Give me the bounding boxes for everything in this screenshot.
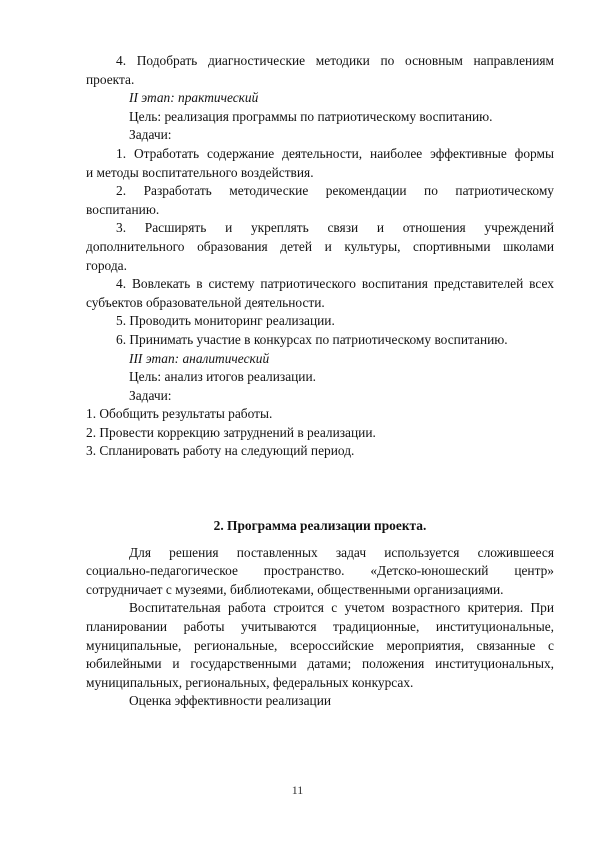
section2-para2-line3: муниципальные, региональные, всероссийские мероприятия, связанные с [86,637,554,653]
section2-para1-line3: сотрудничает с музеями, библиотеками, общественными организациями. [86,581,504,597]
stage2-task5: 5. Проводить мониторинг реализации. [116,313,335,329]
stage3-task1: 1. Обобщить результаты работы. [86,406,273,422]
stage2-goal: Цель: реализация программы по патриотическому воспитанию. [129,108,493,124]
section2-para2-line2: планировании работы учитываются традиционные, институциональные, [86,619,554,635]
section2-heading: 2. Программа реализации проекта. [213,518,427,534]
section-spacer [86,461,554,517]
stage2-task2-line1: 2. Разработать методические рекомендации по патриотическому [116,183,554,199]
section2-para1-line1: Для решения поставленных задач используется сложившееся [129,544,554,560]
stage2-task4-line1: 4. Вовлекать в систему патриотического воспитания представителей всех [116,276,554,292]
section2-para3: Оценка эффективности реализации [129,693,332,709]
stage2-title: II этап: практический [129,90,259,106]
stage2-task3-line3: города. [86,257,127,273]
section2-para2-line1: Воспитательная работа строится с учетом возрастного критерия. При [129,600,554,616]
document-page [86,52,554,711]
section2-para1-line2: социально-педагогическое пространство. «Детско-юношеский центр» [86,563,554,579]
stage2-task2-line2: воспитанию. [86,201,160,217]
stage2-task6: 6. Принимать участие в конкурсах по патриотическому воспитанию. [116,331,508,347]
stage2-task4-line2: субъектов образовательной деятельности. [86,294,325,310]
stage3-task3: 3. Спланировать работу на следующий период. [86,443,355,459]
stage2-task1-line2: и методы воспитательного воздействия. [86,164,314,180]
stage2-tasks-label: Задачи: [129,127,172,143]
stage3-task2: 2. Провести коррекцию затруднений в реализации. [86,424,376,440]
stage3-title: III этап: аналитический [129,350,270,366]
heading-spacer [86,536,554,544]
page-number: 11 [291,783,304,797]
stage3-tasks-label: Задачи: [129,387,172,403]
section2-para2-line4: юбилейными и государственными датами; положения институциональных, [86,656,554,672]
stage1-task4-line2: проекта. [86,71,135,87]
stage2-task3-line2: дополнительного образования детей и культуры, спортивными школами [86,238,554,254]
stage1-task4-line1: 4. Подобрать диагностические методики по основным направлениям [116,53,554,68]
section2-para2-line5: муниципальных, региональных, федеральных конкурсах. [86,674,414,690]
stage2-task3-line1: 3. Расширять и укреплять связи и отношения учреждений [116,220,554,236]
stage3-goal: Цель: анализ итогов реализации. [129,369,316,385]
stage2-task1-line1: 1. Отработать содержание деятельности, наиболее эффективные формы [116,145,554,161]
